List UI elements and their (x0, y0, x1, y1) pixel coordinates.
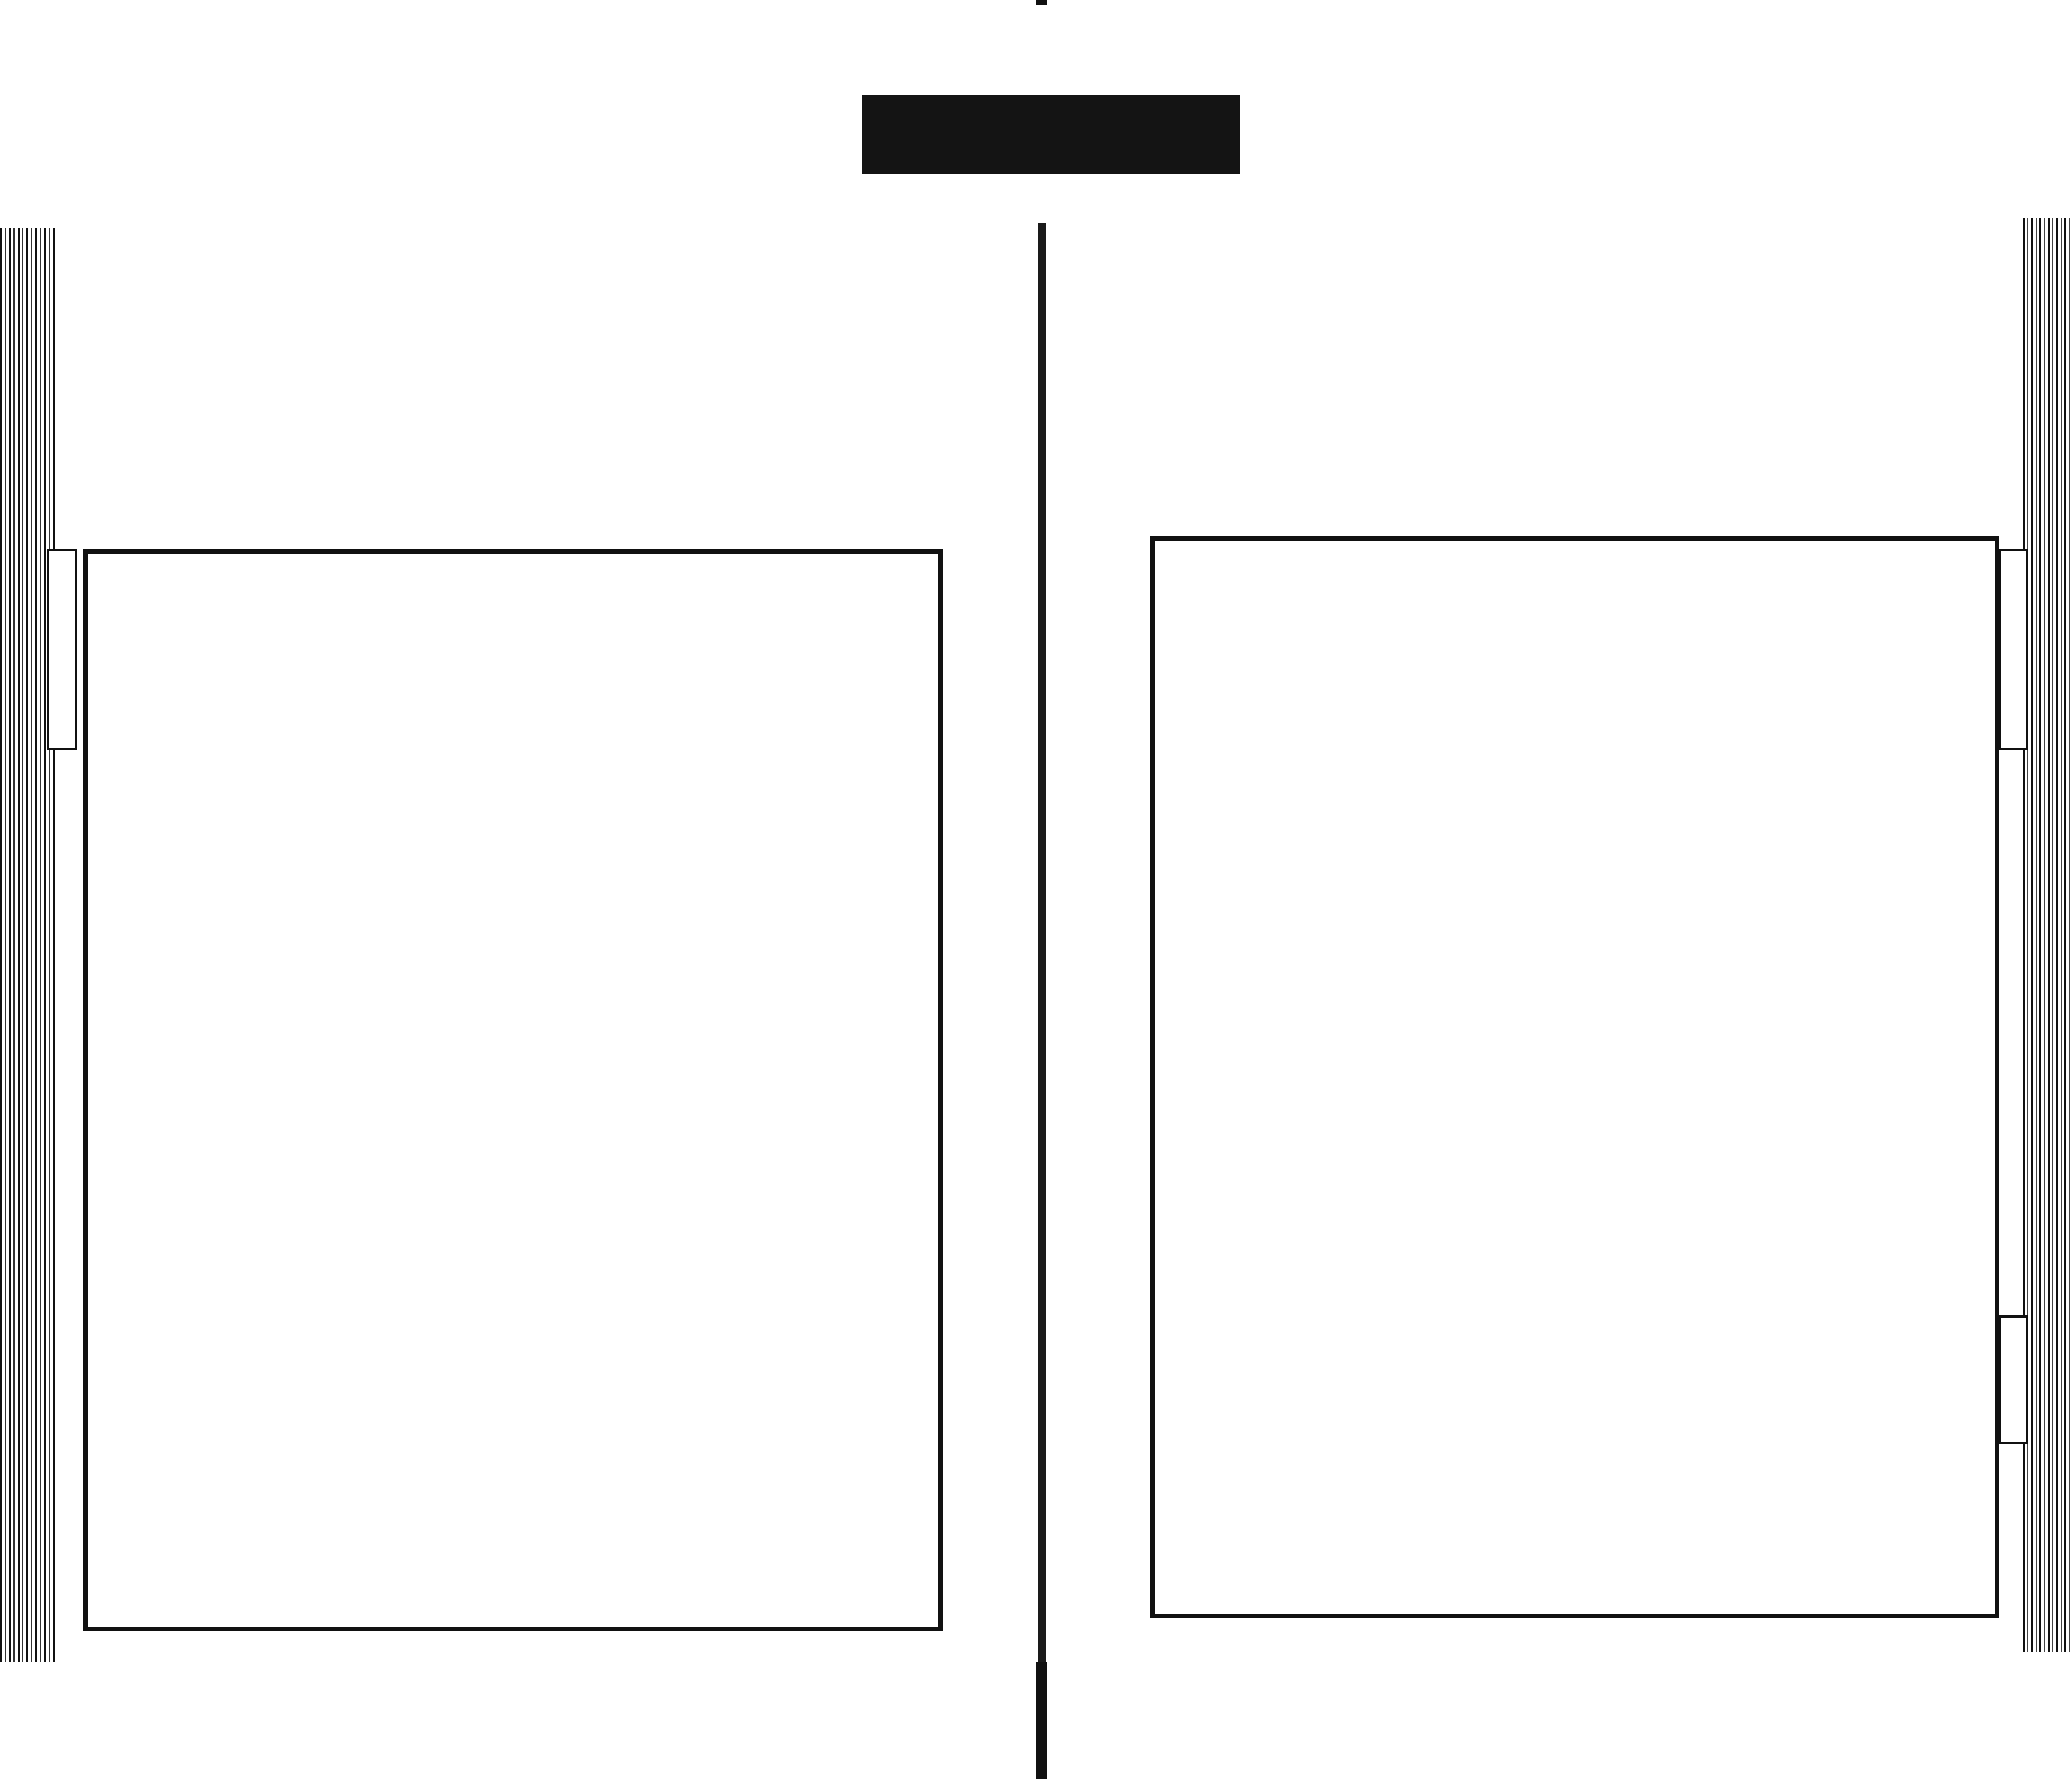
left-page-frame (83, 549, 943, 1631)
right-page-number-tab (1998, 1315, 2028, 1444)
right-edge-tab (1998, 549, 2028, 750)
right-page-frame (1150, 536, 1999, 1618)
left-edge-tab (47, 549, 77, 750)
archive-number-stamp (862, 95, 1240, 174)
spine-bottom-mark (1036, 1662, 1047, 1779)
book-gutter (1038, 223, 1046, 1725)
spine-top-mark (1036, 0, 1047, 5)
left-page-edges (0, 228, 57, 1662)
